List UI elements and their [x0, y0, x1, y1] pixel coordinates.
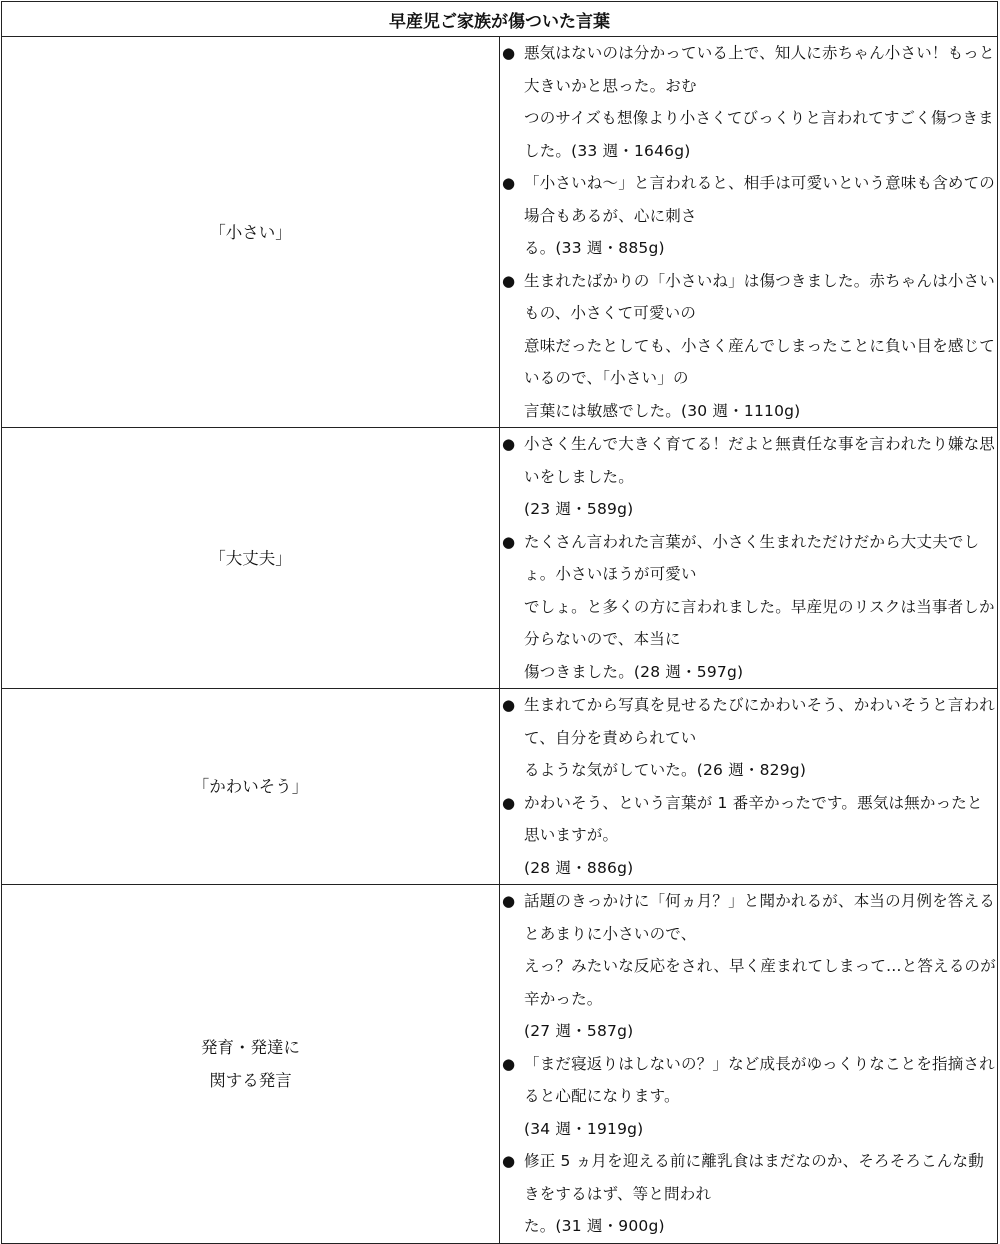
row-label: [2, 428, 500, 689]
row-label-text: 「かわいそう」: [192, 777, 309, 796]
table-row: [2, 885, 998, 1244]
bullet-icon: ●: [502, 271, 516, 290]
bullet-icon: ●: [502, 892, 516, 910]
list-item: [500, 37, 997, 167]
row-label-text: 「小さい」: [209, 222, 292, 242]
row-label-text: 関する発言: [209, 1070, 292, 1090]
item-text: 悪気はないのは分かっている上で、知人に赤ちゃん小さい！もっと大きいかと思った。おむ つのサイズも想像より小さくてびっくりと言われてすごく傷つきました。(33 週・1646g): [524, 44, 995, 160]
item-text: 小さく生んで大きく育てる！だよと無責任な事を言われたり嫌な思いをしました。 (23 週・589g): [524, 435, 996, 518]
row-items: [500, 37, 998, 428]
row-label: [2, 689, 500, 885]
row-items: [500, 885, 998, 1244]
bullet-list: [500, 689, 997, 884]
list-item: [500, 526, 997, 689]
list-item: [500, 1048, 997, 1146]
item-text: 生まれてから写真を見せるたびにかわいそう、かわいそうと言われて、自分を責められてい るような気がしていた。(26 週・829g): [524, 696, 996, 779]
item-text: たくさん言われた言葉が、小さく生まれただけだから大丈夫でしょ。小さいほうが可愛い でしょ。と多くの方に言われました。早産児のリスクは当事者しか分らないので、本当に 傷つきました。(28 週・597g): [524, 532, 995, 681]
item-text: 「小さいね～」と言われると、相手は可愛いという意味も含めての場合もあるが、心に刺さ る。(33 週・885g): [524, 174, 996, 257]
list-item: [500, 1145, 997, 1243]
bullet-icon: ●: [502, 1152, 516, 1170]
bullet-icon: ●: [502, 435, 516, 453]
row-items: [500, 428, 998, 689]
list-item: [500, 265, 997, 428]
list-item: [500, 689, 997, 787]
item-text: 修正 5 ヵ月を迎える前に離乳食はまだなのか、そろそろこんな動きをするはず、等と問われ た。(31 週・900g): [524, 1152, 984, 1235]
row-items: [500, 689, 998, 885]
hurtful-words-table: [1, 1, 998, 1244]
table-row: [2, 689, 998, 885]
row-label: [2, 37, 500, 428]
bullet-list: [500, 885, 997, 1243]
row-label-text: 発育・発達に: [201, 1037, 300, 1057]
list-item: [500, 428, 997, 526]
table-row: [2, 37, 998, 428]
item-text: かわいそう、という言葉が 1 番辛かったです。悪気は無かったと思いますが。 (28 週・886g): [524, 793, 983, 877]
bullet-list: [500, 37, 997, 427]
list-item: [500, 885, 997, 1048]
bullet-icon: ●: [502, 174, 516, 192]
list-item: [500, 787, 997, 885]
bullet-icon: ●: [502, 793, 516, 812]
bullet-icon: ●: [502, 1054, 516, 1073]
bullet-icon: ●: [502, 696, 516, 714]
item-text: 「まだ寝返りはしないの？」など成長がゆっくりなことを指摘されると心配になります。 (34 週・1919g): [524, 1054, 995, 1138]
bullet-icon: ●: [502, 532, 516, 551]
bullet-icon: ●: [502, 44, 516, 62]
bullet-list: [500, 428, 997, 688]
row-label-text: 「大丈夫」: [209, 548, 292, 568]
item-text: 話題のきっかけに「何ヵ月？」と聞かれるが、本当の月例を答えるとあまりに小さいので、 えっ？みたいな反応をされ、早く産まれてしまって…と答えるのが辛かった。 (27 週・587g): [524, 892, 996, 1040]
table-title: 早産児ご家族が傷ついた言葉: [2, 2, 998, 37]
list-item: [500, 167, 997, 265]
item-text: 生まれたばかりの「小さいね」は傷つきました。赤ちゃんは小さいもの、小さくて可愛いの 意味だったとしても、小さく産んでしまったことに負い目を感じているので、「小さい」の 言葉には敏感でした。(30 週・1110g): [524, 271, 996, 420]
row-label: [2, 885, 500, 1244]
table-row: [2, 428, 998, 689]
